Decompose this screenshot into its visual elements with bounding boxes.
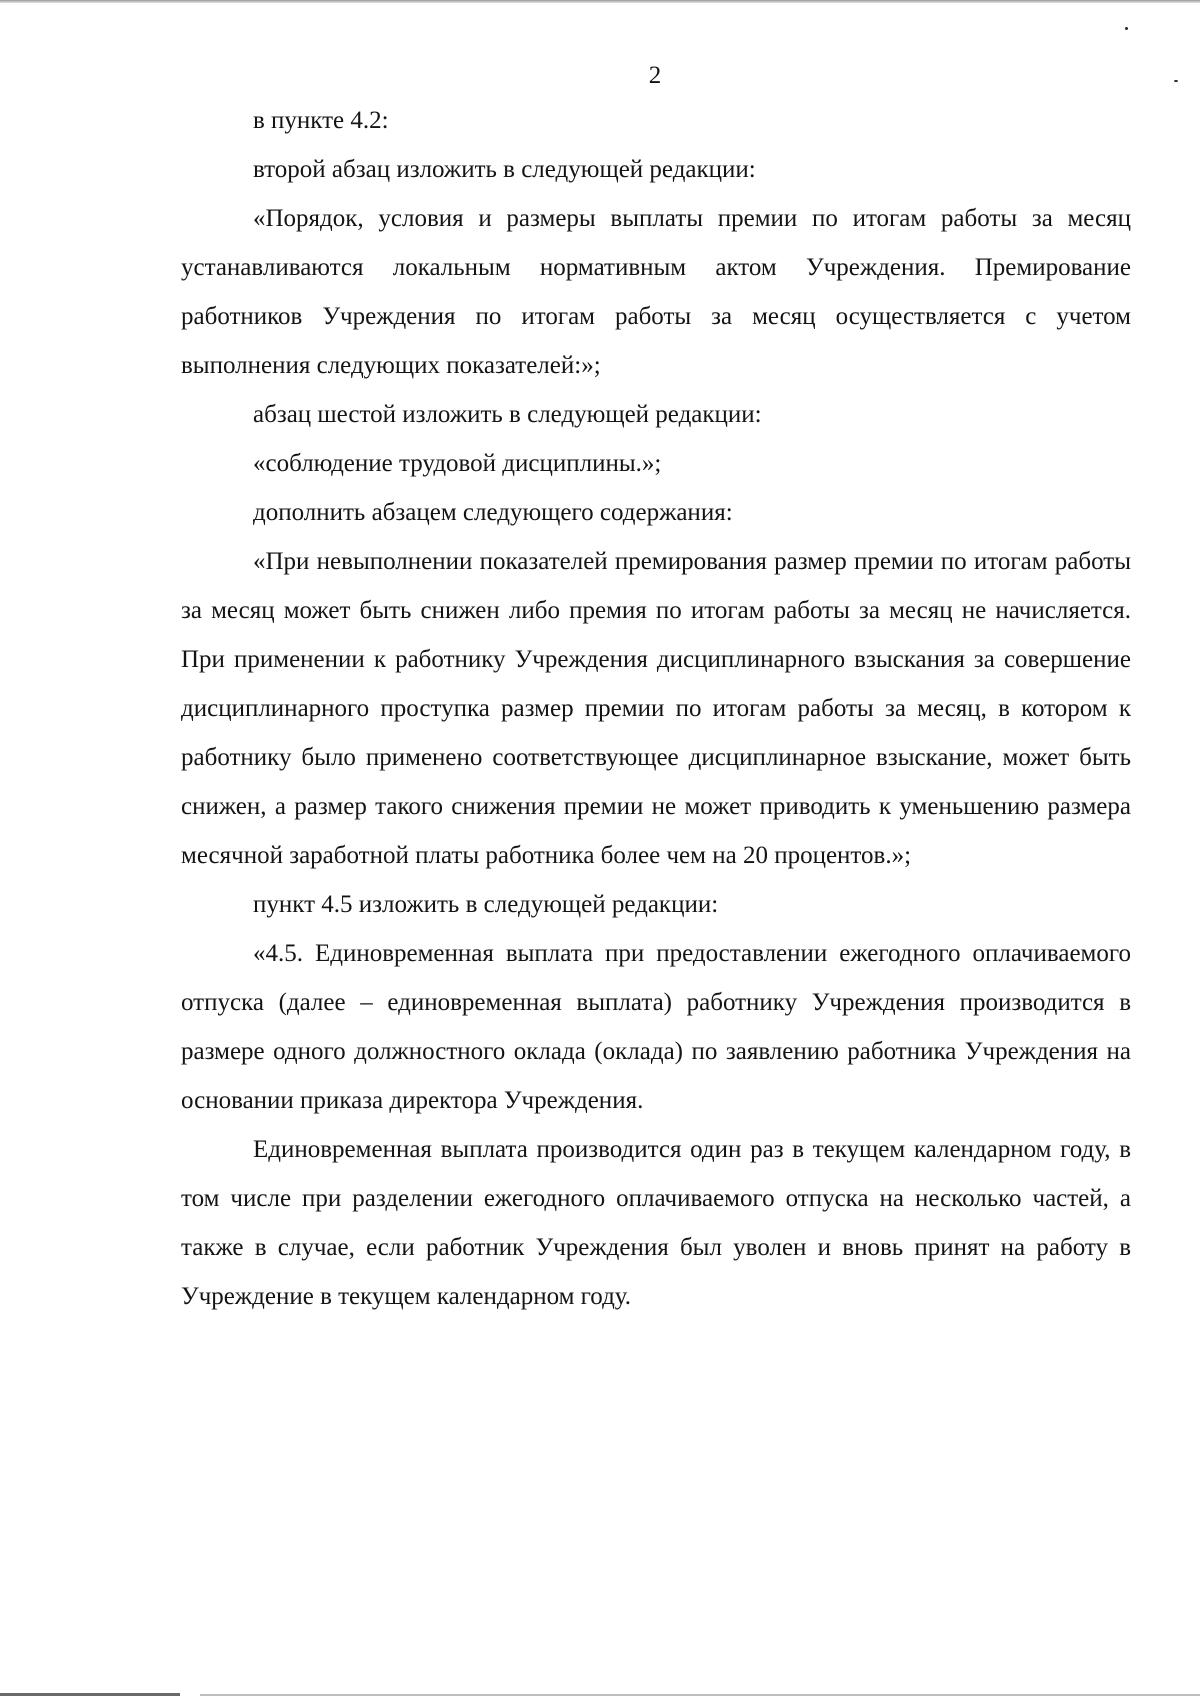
- paragraph: «Порядок, условия и размеры выплаты премии по итогам работы за месяц устанавливаются локальным нормативным актом Учреждения. Премирование работников Учреждения по итогам работы за месяц осуществляется с учетом выполнения следующих показателей:»;: [181, 205, 1131, 379]
- paragraph: пункт 4.5 изложить в следующей редакции:: [253, 891, 719, 918]
- paragraph: «При невыполнении показателей премирования размер премии по итогам работы за месяц может быть снижен либо премия по итогам работы за месяц не начисляется. При применении к работнику Учреждения дисциплинарного взыскания за совершение дисциплинарного проступка размер премии по итогам работы за месяц, в котором к работнику было применено соответствующее дисциплинарное взыскание, может быть снижен, а размер такого снижения премии не может приводить к уменьшению размера месячной заработной платы работника более чем на 20 процентов.»;: [181, 548, 1131, 869]
- paragraph: абзац шестой изложить в следующей редакции:: [253, 401, 762, 428]
- paragraph: в пункте 4.2:: [253, 107, 389, 134]
- scan-edge-top: [0, 0, 1200, 3]
- paragraph: «соблюдение трудовой дисциплины.»;: [253, 450, 662, 477]
- paragraph: «4.5. Единовременная выплата при предоставлении ежегодного оплачиваемого отпуска (далее – единовременная выплата) работнику Учреждения производится в размере одного должностного оклада (оклада) по заявлению работника Учреждения на основании приказа директора Учреждения.: [181, 940, 1131, 1114]
- scan-edge-bottom-faint: [200, 1694, 1200, 1696]
- paragraph: Единовременная выплата производится один раз в текущем календарном году, в том числе при разделении ежегодного оплачиваемого отпуска на несколько частей, а также в случае, если работник Учреждения был уволен и вновь принят на работу в Учреждение в текущем календарном году.: [181, 1136, 1131, 1310]
- paragraph: дополнить абзацем следующего содержания:: [253, 499, 733, 526]
- scan-edge-bottom: [0, 1693, 180, 1696]
- page-number: 2: [648, 62, 662, 89]
- document-body: [181, 96, 1131, 1321]
- scan-speck: [1125, 27, 1128, 30]
- paragraph: второй абзац изложить в следующей редакции:: [253, 156, 756, 183]
